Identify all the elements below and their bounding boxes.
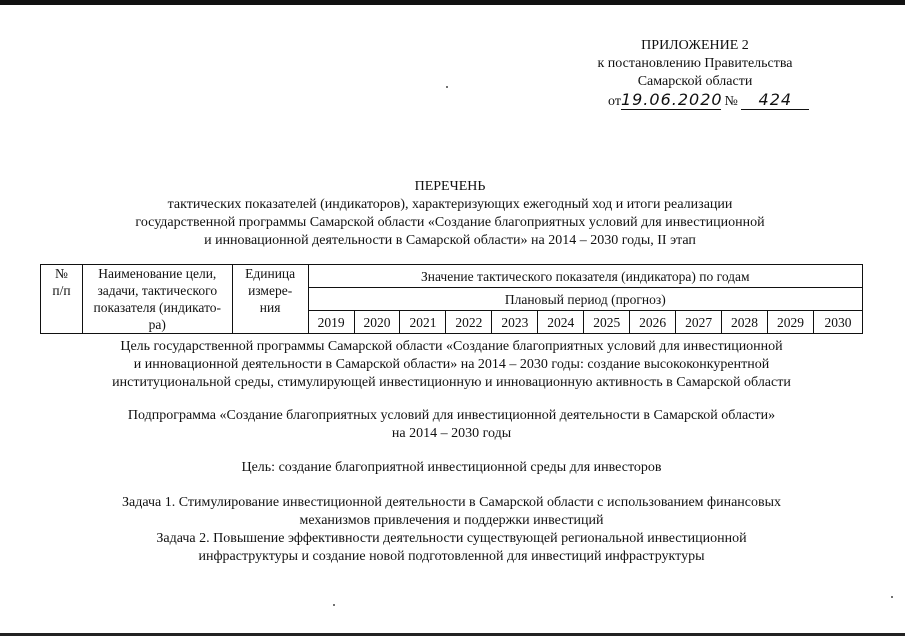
task-1 [40, 494, 863, 530]
year-cell: 2026 [630, 311, 676, 334]
year-cell: 2025 [584, 311, 630, 334]
planned-period-header: Плановый период (прогноз) [308, 288, 862, 311]
goal-line-2: и инновационной деятельности в Самарской области» на 2014 – 2030 годы: создание высококонкурентной [133, 357, 770, 372]
appendix-decree-line: к постановлению Правительства [597, 56, 793, 71]
program-goal [40, 338, 863, 392]
col-unit-header: Единица измере- ния [232, 265, 308, 334]
year-cell: 2019 [308, 311, 354, 334]
subprogram-line-1: Подпрограмма «Создание благоприятных условий для инвестиционной деятельности в Самарской области» [127, 408, 776, 423]
document-title-block [80, 178, 820, 250]
year-cell: 2030 [813, 311, 862, 334]
date-prefix: от [608, 94, 621, 109]
subprogram-goal: Цель: создание благоприятной инвестиционной среды для инвесторов [241, 460, 662, 475]
task-1-line-1: Задача 1. Стимулирование инвестиционной деятельности в Самарской области с использованием финансовых [121, 495, 782, 510]
appendix-title: ПРИЛОЖЕНИЕ 2 [641, 38, 749, 53]
task-2 [40, 530, 863, 566]
year-cell: 2027 [676, 311, 722, 334]
values-by-year-header: Значение тактического показателя (индикатора) по годам [308, 265, 862, 288]
scan-speck [333, 604, 335, 606]
appendix-region-line: Самарской области [637, 74, 753, 89]
year-cell: 2028 [722, 311, 768, 334]
goal-line-3: институциональной среды, стимулирующей инвестиционную и инновационную активность в Самарской области [112, 375, 791, 390]
col-name-header: Наименование цели, задачи, тактического показателя (индикато- ра) [82, 265, 232, 334]
col-number-header: № п/п [41, 265, 83, 334]
year-cell: 2022 [446, 311, 492, 334]
year-cell: 2023 [492, 311, 538, 334]
year-cell: 2024 [538, 311, 584, 334]
title-line-3: и инновационной деятельности в Самарской области» на 2014 – 2030 годы, II этап [204, 233, 696, 248]
scan-speck [891, 596, 893, 598]
goal-line-1: Цель государственной программы Самарской области «Создание благоприятных условий для инвестиционной [120, 339, 783, 354]
subprogram-title [40, 407, 863, 443]
indicator-table [40, 264, 863, 334]
year-cell: 2021 [400, 311, 446, 334]
handwritten-date: 19.06.2020 [620, 90, 723, 109]
subprogram-line-2: на 2014 – 2030 годы [391, 426, 512, 441]
scan-bottom-edge [0, 633, 905, 636]
title-line-1: тактических показателей (индикаторов), характеризующих ежегодный ход и итоги реализации [167, 197, 733, 212]
scan-speck [446, 86, 448, 88]
appendix-date-line [560, 91, 830, 111]
document-heading: ПЕРЕЧЕНЬ [414, 179, 486, 194]
number-prefix: № [724, 94, 738, 109]
task-2-line-2: инфраструктуры и создание новой подготовленной для инвестиций инфраструктуры [198, 549, 705, 564]
title-line-2: государственной программы Самарской области «Создание благоприятных условий для инвестиционной [135, 215, 765, 230]
year-cell: 2029 [767, 311, 813, 334]
appendix-block [560, 37, 830, 111]
task-1-line-2: механизмов привлечения и поддержки инвестиций [299, 513, 604, 528]
handwritten-number: 424 [741, 91, 809, 110]
year-cell: 2020 [354, 311, 400, 334]
task-2-line-1: Задача 2. Повышение эффективности деятельности существующей региональной инвестиционной [156, 531, 747, 546]
scan-top-edge [0, 0, 905, 5]
table-header-row-1 [41, 265, 863, 288]
